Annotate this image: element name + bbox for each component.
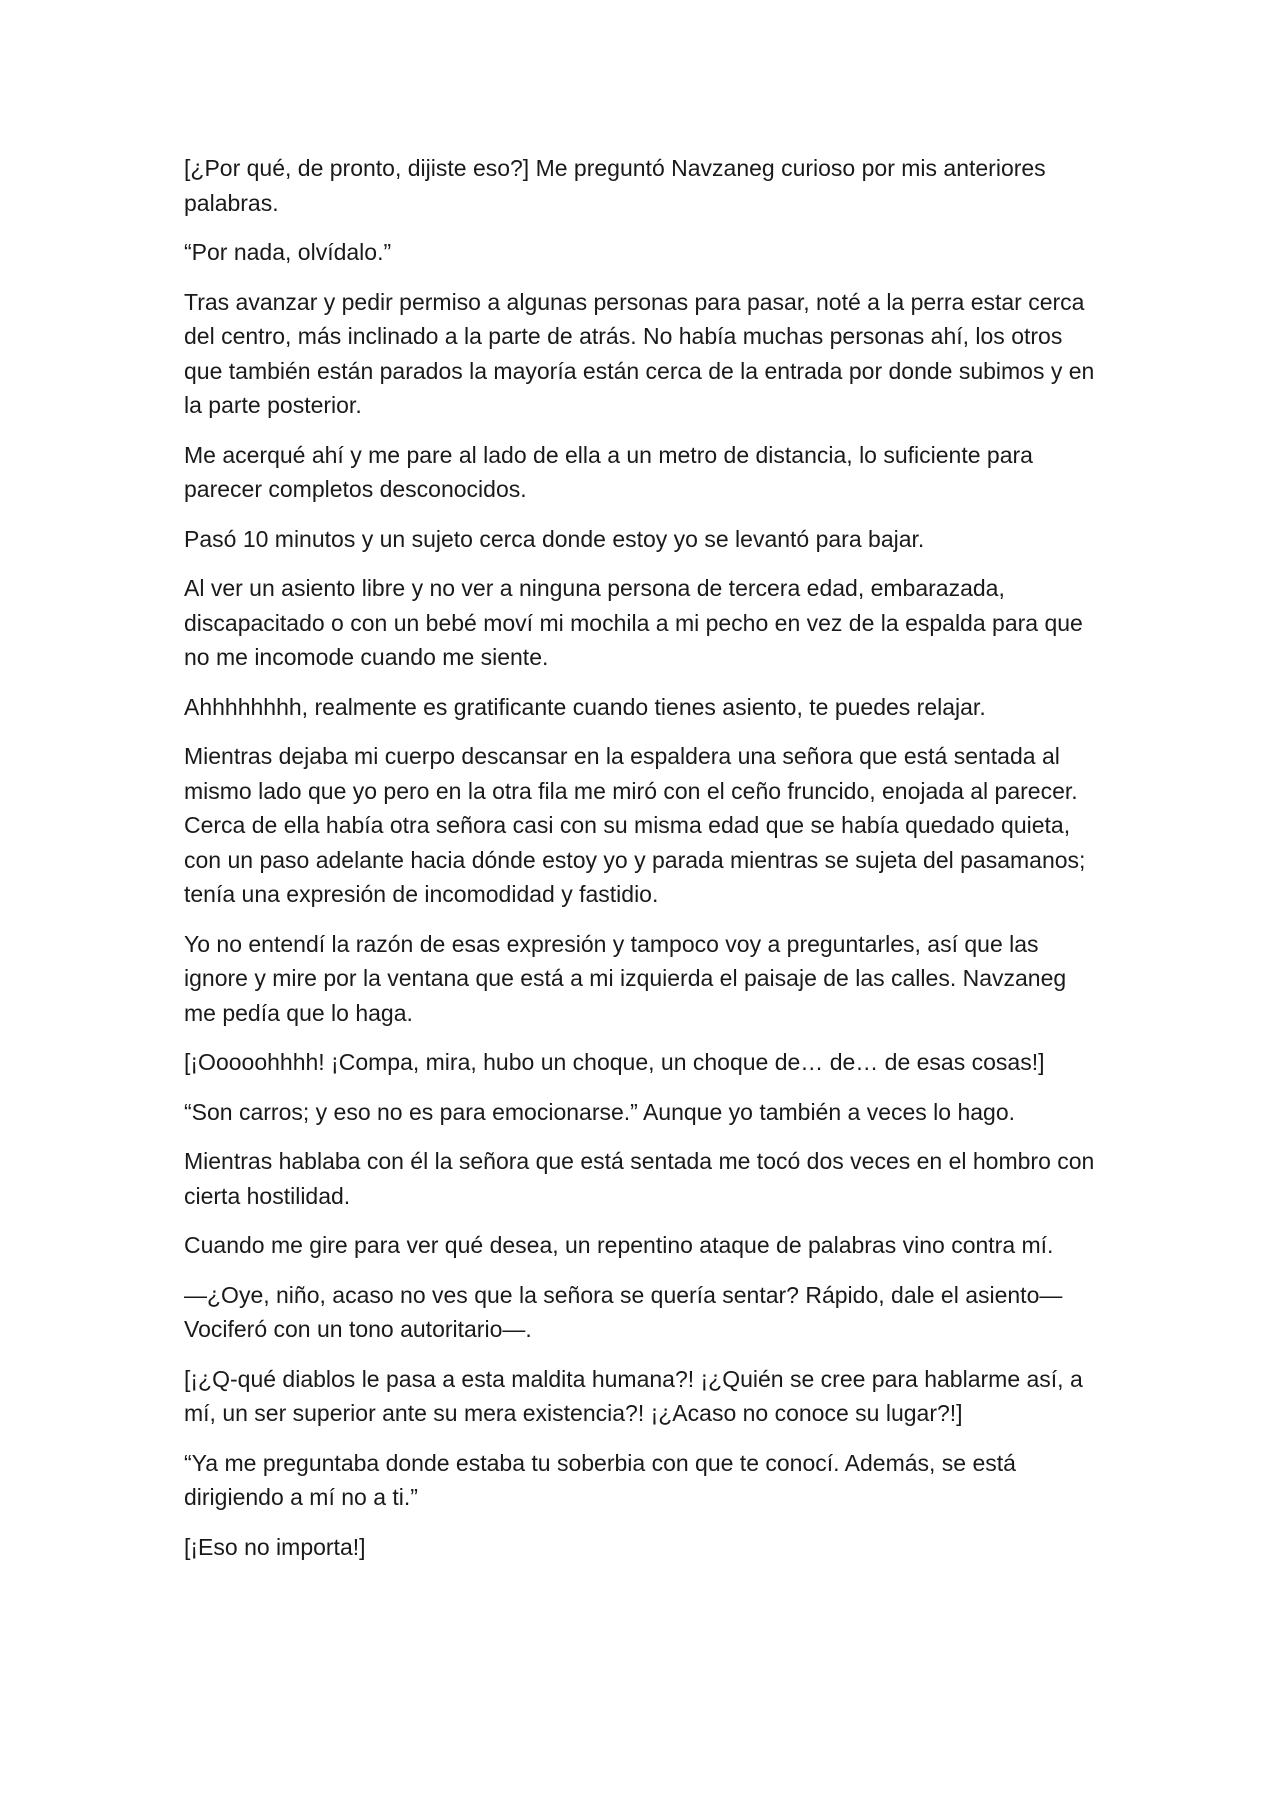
- paragraph: “Por nada, olvídalo.”: [184, 239, 392, 265]
- paragraph: “Ya me preguntaba donde estaba tu soberbia con que te conocí. Además, se está dirigiendo a mí no a ti.”: [184, 1449, 1016, 1510]
- paragraph: Al ver un asiento libre y no ver a ninguna persona de tercera edad, embarazada, discapacitado o con un bebé moví mi mochila a mi pecho en vez de la espalda para que no me incomode cuando me siente.: [184, 575, 1083, 670]
- paragraph: [¡Eso no importa!]: [184, 1533, 366, 1560]
- paragraph: Mientras dejaba mi cuerpo descansar en la espaldera una señora que está sentada al mismo lado que yo pero en la otra fila me miró con el ceño fruncido, enojada al parecer. Cerca de ella había otra señora casi con su misma edad que se había quedado quieta, con un paso adelante hacia dónde estoy yo y parada mientras se sujeta del pasamanos; tenía una expresión de incomodidad y fastidio.: [184, 743, 1086, 907]
- paragraph: [¡¿Q-qué diablos le pasa a esta maldita humana?! ¡¿Quién se cree para hablarme así, a mí, un ser superior ante su mera existencia?! ¡¿Acaso no conoce su lugar?!]: [184, 1365, 1083, 1426]
- paragraph: [¿Por qué, de pronto, dijiste eso?] Me preguntó Navzaneg curioso por mis anteriores palabras.: [184, 155, 1046, 216]
- paragraph: “Son carros; y eso no es para emocionarse.” Aunque yo también a veces lo hago.: [184, 1098, 1016, 1125]
- paragraph: Tras avanzar y pedir permiso a algunas personas para pasar, noté a la perra estar cerca del centro, más inclinado a la parte de atrás. No había muchas personas ahí, los otros que también están parados la mayoría están cerca de la entrada por donde subimos y en la parte posterior.: [184, 288, 1095, 418]
- paragraph: —¿Oye, niño, acaso no ves que la señora se quería sentar? Rápido, dale el asiento— Vociferó con un tono autoritario—.: [184, 1281, 1063, 1342]
- paragraph: Yo no entendí la razón de esas expresión y tampoco voy a preguntarles, así que las ignore y mire por la ventana que está a mi izquierda el paisaje de las calles. Navzaneg me pedía que lo haga.: [184, 930, 1067, 1026]
- paragraph: Mientras hablaba con él la señora que está sentada me tocó dos veces en el hombro con cierta hostilidad.: [184, 1148, 1095, 1209]
- paragraph: Ahhhhhhhh, realmente es gratificante cuando tienes asiento, te puedes relajar.: [184, 693, 986, 720]
- document-body: [184, 151, 1104, 1579]
- paragraph: [¡Ooooohhhh! ¡Compa, mira, hubo un choque, un choque de… de… de esas cosas!]: [184, 1049, 1045, 1075]
- paragraph: Me acerqué ahí y me pare al lado de ella a un metro de distancia, lo suficiente para parecer completos desconocidos.: [184, 441, 1033, 502]
- paragraph: Cuando me gire para ver qué desea, un repentino ataque de palabras vino contra mí.: [184, 1232, 1054, 1258]
- paragraph: Pasó 10 minutos y un sujeto cerca donde estoy yo se levantó para bajar.: [184, 525, 925, 552]
